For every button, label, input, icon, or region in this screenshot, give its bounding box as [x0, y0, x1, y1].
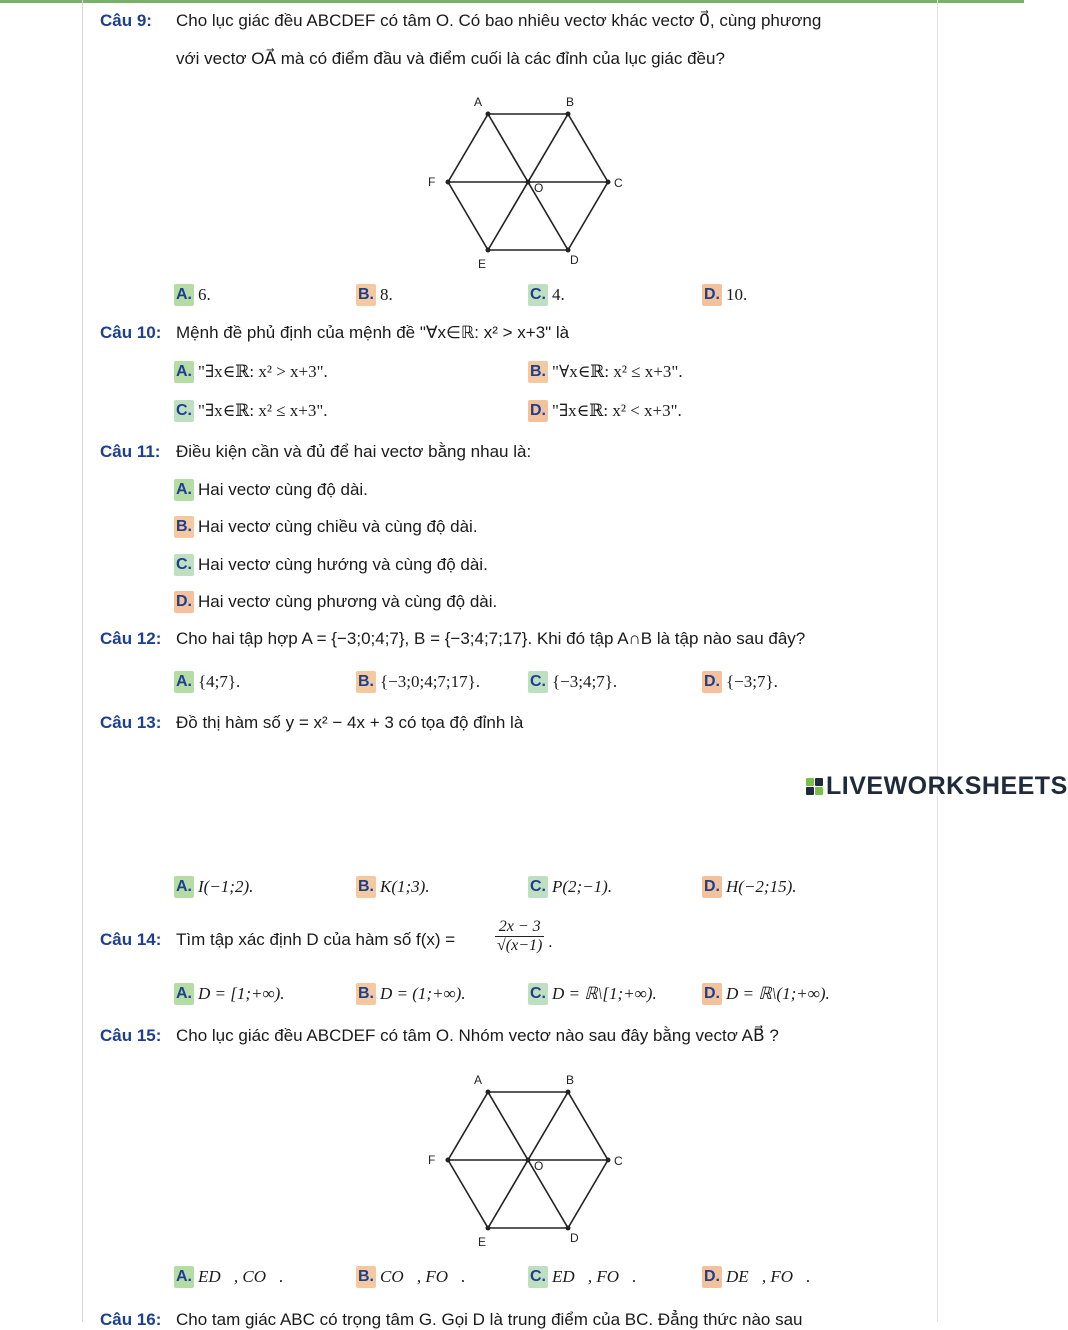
- q14-option-d[interactable]: [702, 983, 830, 1005]
- option-text: "∃x∈ℝ: x² ≤ x+3".: [198, 401, 328, 420]
- option-text: {−3;7}.: [726, 672, 778, 691]
- option-text: K(1;3).: [380, 877, 430, 896]
- vertex-label-c: C: [614, 176, 623, 190]
- option-letter: D.: [528, 400, 548, 422]
- question-16-text: Cho tam giác ABC có trọng tâm G. Gọi D là trung điểm của BC. Đẳng thức nào sau: [176, 1310, 803, 1329]
- option-letter: D.: [702, 1266, 722, 1288]
- option-letter: B.: [528, 361, 548, 383]
- center-label-o: O: [534, 1159, 544, 1173]
- fraction-denominator: √(x−1): [497, 937, 543, 954]
- fraction-numerator: 2x − 3: [495, 918, 544, 937]
- q12-option-a[interactable]: [174, 671, 240, 693]
- option-text: Hai vectơ cùng chiều và cùng độ dài.: [198, 517, 478, 536]
- q15-option-a[interactable]: [174, 1266, 283, 1288]
- vertex-label-c: C: [614, 1154, 623, 1168]
- option-letter: A.: [174, 876, 194, 898]
- right-margin-line: [937, 0, 938, 1322]
- q13-option-a[interactable]: [174, 876, 253, 898]
- option-text: {−3;4;7}.: [552, 672, 618, 691]
- q14-option-c[interactable]: [528, 983, 657, 1005]
- question-12-label: Câu 12:: [100, 629, 162, 648]
- q13-option-c[interactable]: [528, 876, 612, 898]
- left-margin-line: [82, 0, 83, 1322]
- option-letter: C.: [174, 554, 194, 576]
- option-text: H(−2;15).: [726, 877, 797, 896]
- q15-option-c[interactable]: [528, 1266, 637, 1288]
- q11-option-c[interactable]: [174, 554, 488, 576]
- question-13-label: Câu 13:: [100, 713, 162, 732]
- option-text: "∃x∈ℝ: x² > x+3".: [198, 362, 328, 381]
- option-text: DE⃗, FO⃗.: [726, 1267, 811, 1286]
- option-text: D = ℝ\[1;+∞).: [552, 984, 657, 1003]
- option-text: {4;7}.: [198, 672, 241, 691]
- q15-option-d[interactable]: [702, 1266, 811, 1288]
- q12-option-c[interactable]: [528, 671, 617, 693]
- watermark-text: LIVEWORKSHEETS: [826, 772, 1068, 800]
- option-letter: C.: [528, 671, 548, 693]
- q11-option-a[interactable]: [174, 479, 368, 501]
- option-text: 8.: [380, 285, 393, 304]
- question-10-label: Câu 10:: [100, 323, 162, 342]
- option-text: CO⃗, FO⃗.: [380, 1267, 466, 1286]
- q9-option-a[interactable]: [174, 284, 211, 306]
- option-letter: C.: [528, 876, 548, 898]
- option-text: Hai vectơ cùng hướng và cùng độ dài.: [198, 555, 488, 574]
- q10-option-b[interactable]: [528, 361, 683, 383]
- vertex-label-d: D: [570, 1231, 579, 1245]
- question-10-text: Mệnh đề phủ định của mệnh đề "∀x∈ℝ: x² > x+3" là: [176, 323, 570, 342]
- q14-fraction: [495, 918, 544, 955]
- vertex-label-e: E: [478, 257, 487, 271]
- question-14-text: [176, 930, 455, 950]
- q9-option-d[interactable]: [702, 284, 747, 306]
- option-text: D = ℝ\(1;+∞).: [726, 984, 830, 1003]
- option-letter: B.: [356, 671, 376, 693]
- question-11-text: Điều kiện cần và đủ để hai vectơ bằng nhau là:: [176, 442, 532, 461]
- option-letter: C.: [528, 983, 548, 1005]
- top-border: [0, 0, 1024, 3]
- hexagon-figure-q9: [420, 88, 640, 273]
- vertex-label-b: B: [566, 95, 575, 109]
- question-16-label: Câu 16:: [100, 1310, 162, 1329]
- option-text: I(−1;2).: [198, 877, 254, 896]
- liveworksheets-watermark: [806, 772, 1068, 801]
- option-letter: B.: [174, 516, 194, 538]
- q11-option-d[interactable]: [174, 591, 497, 613]
- question-14-label: Câu 14:: [100, 930, 162, 949]
- option-letter: B.: [356, 983, 376, 1005]
- option-letter: A.: [174, 983, 194, 1005]
- question-15-text: Cho lục giác đều ABCDEF có tâm O. Nhóm vectơ nào sau đây bằng vectơ AB⃗ ?: [176, 1026, 779, 1045]
- question-9-text-line1: Cho lục giác đều ABCDEF có tâm O. Có bao nhiêu vectơ khác vectơ 0⃗, cùng phương: [176, 11, 822, 30]
- hexagon-figure-q15: [420, 1066, 640, 1251]
- liveworksheets-logo-icon: [806, 778, 823, 795]
- question-11-label: Câu 11:: [100, 442, 161, 461]
- question-9-text-line2: với vectơ OA⃗ mà có điểm đầu và điểm cuối là các đỉnh của lục giác đều?: [176, 49, 725, 68]
- q14-option-b[interactable]: [356, 983, 466, 1005]
- option-text: {−3;0;4;7;17}.: [380, 672, 481, 691]
- question-14-text-before: Tìm tập xác định D của hàm số f(x) =: [176, 930, 456, 949]
- question-15-label: Câu 15:: [100, 1026, 162, 1045]
- q15-option-b[interactable]: [356, 1266, 465, 1288]
- option-letter: A.: [174, 671, 194, 693]
- question-13-text: Đồ thị hàm số y = x² − 4x + 3 có tọa độ đỉnh là: [176, 713, 524, 732]
- option-letter: C.: [528, 1266, 548, 1288]
- q13-option-d[interactable]: [702, 876, 796, 898]
- vertex-label-b: B: [566, 1073, 575, 1087]
- q9-option-b[interactable]: [356, 284, 393, 306]
- option-letter: A.: [174, 361, 194, 383]
- q9-option-c[interactable]: [528, 284, 565, 306]
- option-letter: A.: [174, 284, 194, 306]
- vertex-label-d: D: [570, 253, 579, 267]
- option-letter: A.: [174, 479, 194, 501]
- option-letter: D.: [702, 284, 722, 306]
- option-text: D = [1;+∞).: [198, 984, 285, 1003]
- option-letter: C.: [528, 284, 548, 306]
- option-letter: D.: [702, 983, 722, 1005]
- vertex-label-a: A: [474, 95, 483, 109]
- option-text: 10.: [726, 285, 748, 304]
- q12-option-b[interactable]: [356, 671, 480, 693]
- vertex-label-f: F: [428, 1153, 436, 1167]
- vertex-label-a: A: [474, 1073, 483, 1087]
- option-text: ED⃗, CO⃗.: [198, 1267, 284, 1286]
- question-9-label: Câu 9:: [100, 11, 152, 30]
- vertex-label-e: E: [478, 1235, 487, 1249]
- option-letter: B.: [356, 876, 376, 898]
- q11-option-b[interactable]: [174, 516, 478, 538]
- q13-option-b[interactable]: [356, 876, 430, 898]
- q10-option-a[interactable]: [174, 361, 328, 383]
- q10-option-d[interactable]: [528, 400, 682, 422]
- q14-option-a[interactable]: [174, 983, 285, 1005]
- option-text: 6.: [198, 285, 211, 304]
- option-text: D = (1;+∞).: [380, 984, 466, 1003]
- question-16-clip: [0, 1310, 1024, 1329]
- option-text: "∃x∈ℝ: x² < x+3".: [552, 401, 682, 420]
- option-text: "∀x∈ℝ: x² ≤ x+3".: [552, 362, 683, 381]
- q10-option-c[interactable]: [174, 400, 328, 422]
- option-letter: D.: [702, 876, 722, 898]
- option-letter: A.: [174, 1266, 194, 1288]
- question-12-text: Cho hai tập hợp A = {−3;0;4;7}, B = {−3;4;7;17}. Khi đó tập A∩B là tập nào sau đây?: [176, 629, 806, 648]
- option-letter: B.: [356, 284, 376, 306]
- option-text: P(2;−1).: [552, 877, 613, 896]
- option-letter: D.: [702, 671, 722, 693]
- option-letter: D.: [174, 591, 194, 613]
- option-text: ED⃗, FO⃗.: [552, 1267, 637, 1286]
- vertex-label-f: F: [428, 175, 436, 189]
- q12-option-d[interactable]: [702, 671, 778, 693]
- option-text: Hai vectơ cùng phương và cùng độ dài.: [198, 592, 498, 611]
- option-text: 4.: [552, 285, 565, 304]
- q14-period: .: [548, 932, 553, 951]
- option-letter: B.: [356, 1266, 376, 1288]
- option-letter: C.: [174, 400, 194, 422]
- option-text: Hai vectơ cùng độ dài.: [198, 480, 368, 499]
- center-label-o: O: [534, 181, 544, 195]
